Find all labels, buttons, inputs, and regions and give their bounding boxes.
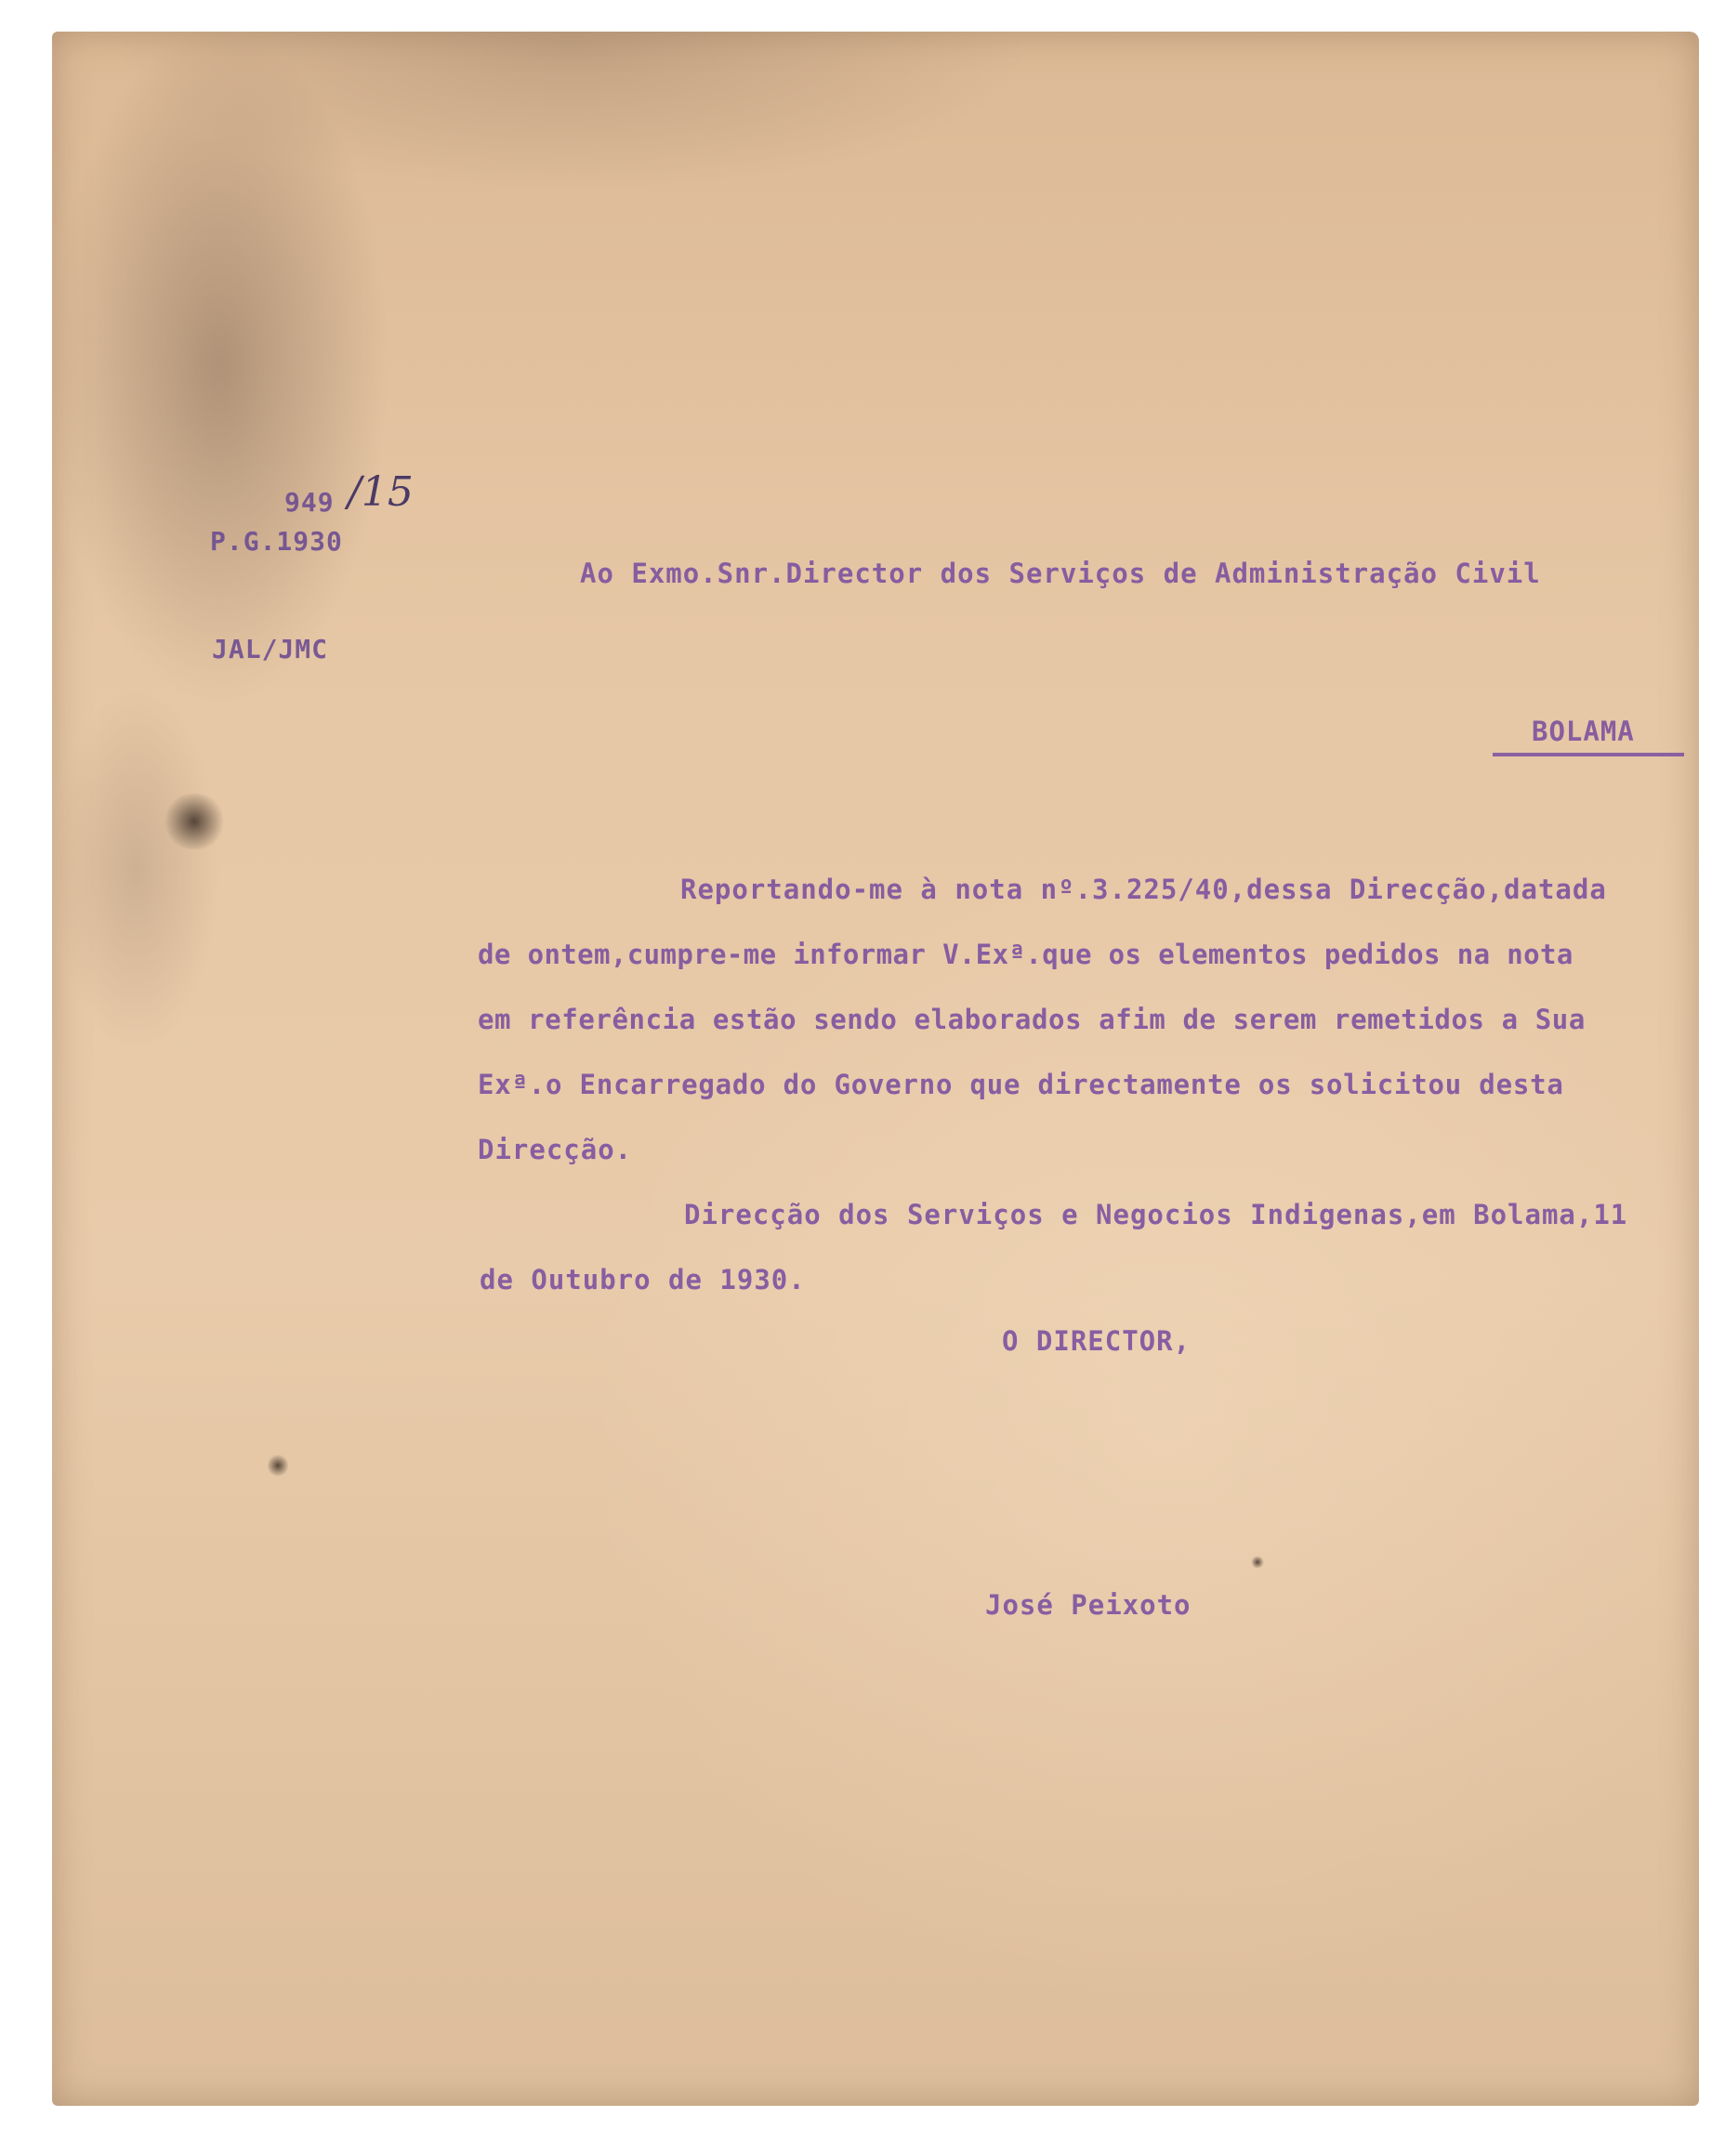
initials: JAL/JMC xyxy=(212,634,329,664)
addressee-place: BOLAMA xyxy=(1532,716,1635,747)
ink-stain xyxy=(162,794,227,849)
director-title: O DIRECTOR, xyxy=(1002,1325,1192,1357)
ink-dot xyxy=(1251,1556,1264,1569)
file-code: P.G.1930 xyxy=(210,526,343,557)
ink-dot xyxy=(268,1453,288,1478)
handwritten-annotation: /15 xyxy=(348,468,414,516)
document-sheet xyxy=(52,32,1699,2106)
place-underline xyxy=(1493,753,1684,756)
addressee-line: Ao Exmo.Snr.Director dos Serviços de Administração Civil xyxy=(580,558,1541,589)
body-line-5: Direcção. xyxy=(478,1134,633,1165)
closing-line-2: de Outubro de 1930. xyxy=(480,1264,806,1295)
body-line-4: Exª.o Encarregado do Governo que directamente os solicitou desta xyxy=(478,1069,1564,1100)
closing-line-1: Direcção dos Serviços e Negocios Indigenas,em Bolama,11 xyxy=(684,1199,1628,1230)
reference-number: 949 xyxy=(284,487,335,518)
body-line-2: de ontem,cumpre-me informar V.Exª.que os elementos pedidos na nota xyxy=(478,939,1574,970)
signature-name: José Peixoto xyxy=(985,1589,1192,1621)
body-line-3: em referência estão sendo elaborados afim de serem remetidos a Sua xyxy=(478,1004,1586,1035)
body-line-1: Reportando-me à nota nº.3.225/40,dessa Direcção,datada xyxy=(680,874,1607,905)
